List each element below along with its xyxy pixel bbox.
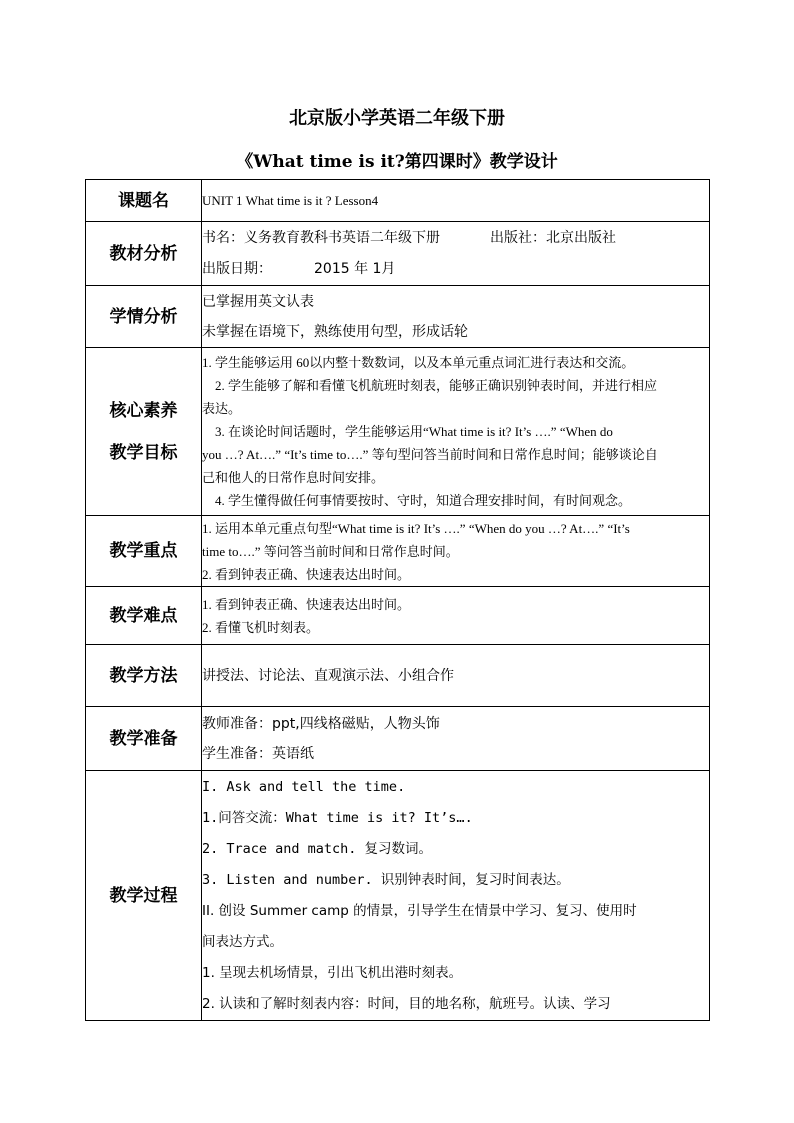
row-methods (86, 645, 710, 707)
row-learners (86, 286, 710, 348)
goal-line: 3. 在谈论时间话题时，学生能够运用“What time is it? It’s ….” “When do (215, 424, 613, 439)
row-preparation (86, 707, 710, 771)
preparation-line: 教师准备：ppt,四线格磁贴，人物头饰 (202, 715, 440, 732)
goal-line: 1. 学生能够运用 60以内整十数数词，以及本单元重点词汇进行表达和交流。 (202, 355, 635, 370)
goal-line: 表达。 (202, 401, 242, 416)
label-topic: 课题名 (86, 180, 202, 222)
learners-line: 未掌握在语境下，熟练使用句型，形成话轮 (202, 323, 468, 340)
learners-line: 已掌握用英文认表 (202, 293, 314, 310)
process-line: II. 创设 Summer camp 的情景，引导学生在情景中学习、复习、使用时 (202, 902, 637, 919)
textbook-date-label: 出版日期： (202, 260, 272, 277)
process-line: I. Ask and tell the time. (202, 778, 406, 795)
document-title: 北京版小学英语二年级下册 (289, 108, 505, 129)
key-point-line: time to….” 等问答当前时间和日常作息时间。 (202, 543, 459, 559)
row-goals (86, 348, 710, 516)
label-process: 教学过程 (86, 771, 202, 1021)
goal-line: 己和他人的日常作息时间安排。 (202, 470, 385, 485)
label-learners: 学情分析 (86, 286, 202, 348)
topic-value: UNIT 1 What time is it ? Lesson4 (202, 192, 379, 208)
process-line: 间表达方式。 (202, 933, 283, 950)
preparation-line: 学生准备：英语纸 (202, 745, 314, 762)
key-point-line: 2. 看到钟表正确、快速表达出时间。 (202, 566, 411, 582)
process-line: 2. Trace and match. 复习数词。 (202, 840, 433, 857)
label-goals (86, 348, 202, 516)
difficulty-line: 1. 看到钟表正确、快速表达出时间。 (202, 596, 411, 612)
row-topic (86, 180, 710, 222)
label-key-points: 教学重点 (86, 516, 202, 587)
row-process (86, 771, 710, 1021)
process-line: 2. 认读和了解时刻表内容：时间，目的地名称，航班号。认读、学习 (202, 995, 611, 1012)
textbook-publisher: 出版社：北京出版社 (490, 229, 616, 246)
label-difficulties: 教学难点 (86, 587, 202, 645)
label-goals-line2: 教学目标 (109, 442, 178, 463)
row-key-points (86, 516, 710, 587)
goal-line: 4. 学生懂得做任何事情要按时、守时，知道合理安排时间，有时间观念。 (215, 493, 632, 508)
process-line: 1. 呈现去机场情景，引出飞机出港时刻表。 (202, 964, 463, 981)
methods-value: 讲授法、讨论法、直观演示法、小组合作 (202, 667, 454, 684)
row-difficulties (86, 587, 710, 645)
row-textbook (86, 222, 710, 286)
process-line: 3. Listen and number. 识别钟表时间，复习时间表达。 (202, 871, 570, 888)
process-line: 1.问答交流：What time is it? It’s…. (202, 809, 473, 826)
label-methods: 教学方法 (86, 645, 202, 707)
textbook-date-value: 2015 年 1月 (314, 260, 396, 277)
difficulty-line: 2. 看懂飞机时刻表。 (202, 619, 320, 635)
goal-line: you …? At….” “It’s time to….” 等句型问答当前时间和日常作息时间；能够谈论自 (202, 447, 658, 462)
document-subtitle: 《What time is it?第四课时》教学设计 (236, 152, 558, 172)
label-preparation: 教学准备 (86, 707, 202, 771)
label-textbook: 教材分析 (86, 222, 202, 286)
goal-line: 2. 学生能够了解和看懂飞机航班时刻表，能够正确识别钟表时间，并进行相应 (215, 378, 658, 393)
label-goals-line1: 核心素养 (109, 400, 178, 421)
lesson-plan-table (85, 179, 710, 1021)
key-point-line: 1. 运用本单元重点句型“What time is it? It’s ….” “When do you …? At….” “It’s (202, 520, 630, 536)
textbook-book: 书名：义务教育教科书英语二年级下册 (202, 229, 440, 246)
